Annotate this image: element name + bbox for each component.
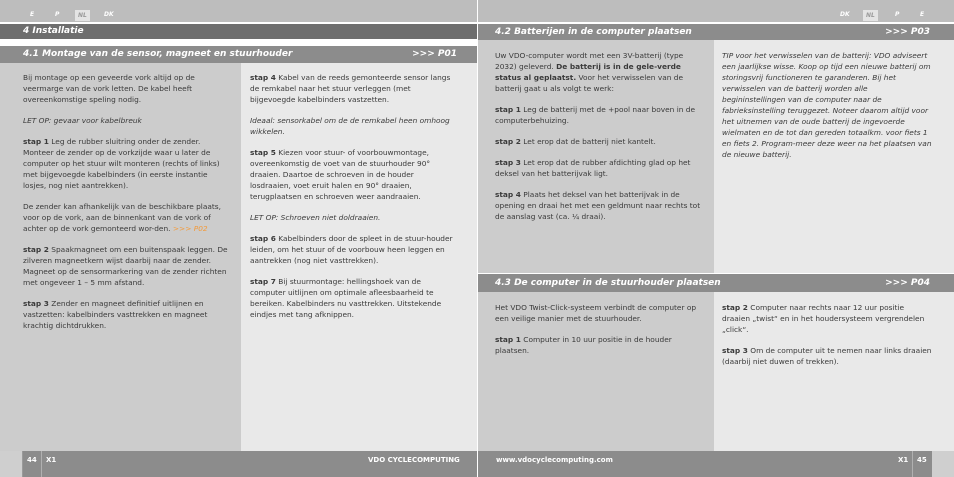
section-4-2-col-2 <box>722 50 932 170</box>
warning-screws: LET OP: Schroeven niet doldraaien. <box>250 213 381 222</box>
chapter-title: 4 Installatie <box>23 26 84 36</box>
section-4-2-figure-ref[interactable]: >>> P03 <box>885 27 930 37</box>
footer-url-link[interactable]: www.vdocyclecomputing.com <box>496 456 613 464</box>
lang-tab-e-right[interactable]: E <box>920 11 925 18</box>
transmitter-placement <box>23 201 228 234</box>
twist-click-intro: Het VDO Twist-Click-systeem verbindt de computer op een veilige manier met de stuurhouder. <box>495 303 697 323</box>
battery-step-4 <box>495 189 702 222</box>
top-strip-left <box>0 0 477 22</box>
footer-left-page-number: 44 <box>27 456 37 464</box>
battery-step-3 <box>495 157 702 179</box>
section-4-3-bar <box>478 274 954 292</box>
holder-step-2 <box>722 302 932 335</box>
battery-step-3-label: stap 3 <box>495 158 521 167</box>
step-5-text: Kiezen voor stuur- of voorbouwmontage, overeenkomstig de voet van de stuurhouder 90° draaien. Daartoe de schroeven in de houder losdraaien, voet eruit halen en 90° draaien, terugplaatsen en schroeven weer aandraaien. <box>250 148 431 201</box>
step-7-label: stap 7 <box>250 277 276 286</box>
footer-right-margin <box>932 451 954 477</box>
holder-step-1-text: Computer in 10 uur positie in de houder plaatsen. <box>495 335 672 355</box>
lang-tab-p-right[interactable]: P <box>895 11 900 18</box>
battery-step-4-text: Plaats het deksel van het batterijvak in de opening en draai het met een geldmunt naar rechts tot de aanslag vast (ca. ¼ draai). <box>495 190 701 221</box>
step-2-paragraph <box>23 244 228 288</box>
step-2-label: stap 2 <box>23 245 49 254</box>
battery-tip: TIP voor het verwisselen van de batterij: VDO adviseert een jaarlijkse wisse. Koop op tijd een nieuwe batterij om storingsvrij functioneren te garanderen. Bij het verwisselen van de batterij worden alle begininstellingen van de computer naar de fabrieksinstelling teruggezet. Noteer daarom altijd voor het uitnemen van de oude batterij de ingevoerde wielmaten en de tot dan gereden totaalkm. voor fiets 1 en fiets 2. Program-meer deze weer na het plaatsen van de nieuwe batterij. <box>722 51 932 159</box>
lang-tab-nl-right[interactable]: NL <box>863 10 878 21</box>
step-5-label: stap 5 <box>250 148 276 157</box>
footer-right-page-number: 45 <box>917 456 927 464</box>
lang-tab-e[interactable]: E <box>30 11 35 18</box>
warning-cable-break: LET OP: gevaar voor kabelbreuk <box>23 116 142 125</box>
section-4-3-col-2 <box>722 302 932 377</box>
section-4-1-title: 4.1 Montage van de sensor, magneet en stuurhouder <box>23 49 293 59</box>
step-1-label: stap 1 <box>23 137 49 146</box>
holder-step-2-text: Computer naar rechts naar 12 uur positie draaien „twist“ en in het houdersysteem vergrendelen „click“. <box>722 303 925 334</box>
section-4-2-title: 4.2 Batterijen in de computer plaatsen <box>495 27 692 37</box>
battery-step-1 <box>495 104 702 126</box>
step-3-label: stap 3 <box>23 299 49 308</box>
battery-intro-a: Uw VDO-computer wordt met een 3V-batterij (type 2032) geleverd. <box>495 51 684 71</box>
section-4-1-figure-ref[interactable]: >>> P01 <box>412 49 457 59</box>
figure-ref-p02[interactable]: >>> P02 <box>172 224 208 233</box>
footer-right-page-divider <box>912 451 913 477</box>
section-4-3-figure-ref[interactable]: >>> P04 <box>885 278 930 288</box>
step-6-label: stap 6 <box>250 234 276 243</box>
step-6-text: Kabelbinders door de spleet in de stuur-houder leiden, om het stuur of de voorbouw heen leggen en aantrekken (nog niet vasttrekken). <box>250 234 453 265</box>
step-1-paragraph <box>23 136 228 191</box>
transmitter-placement-text: De zender kan afhankelijk van de beschikbare plaats, voor op de vork, aan de binnenkant van de vork of achter op de vork gemonteerd wor-den. <box>23 202 222 233</box>
holder-step-1 <box>495 334 702 356</box>
battery-step-2-text: Let erop dat de batterij niet kantelt. <box>520 137 656 146</box>
step-7-text: Bij stuurmontage: hellingshoek van de computer uitlijnen om optimale afleesbaarheid te bereiken. Kabelbinders nu vasttrekken. Uitstekende eindjes met tang afknippen. <box>250 277 442 319</box>
battery-step-2 <box>495 136 702 147</box>
battery-intro <box>495 50 702 94</box>
footer-left-model: X1 <box>46 456 57 464</box>
step-4-label: stap 4 <box>250 73 276 82</box>
holder-step-1-label: stap 1 <box>495 335 521 344</box>
footer-left-page-divider <box>41 451 42 477</box>
battery-intro-b: Voor het verwisselen van de batterij gaat u als volgt te werk: <box>495 73 684 93</box>
lang-tab-p[interactable]: P <box>55 11 60 18</box>
battery-step-2-label: stap 2 <box>495 137 521 146</box>
section-4-3-col-1 <box>495 302 702 366</box>
lang-tab-dk-right[interactable]: DK <box>840 11 850 18</box>
battery-intro-bold: De batterij is in de gele-verde status al geplaatst. <box>495 62 681 82</box>
section-4-2-col-1 <box>495 50 702 232</box>
step-2-text: Spaakmagneet om een buitenspaak leggen. De zilveren magneetkern wijst daarbij naar de zender. Magneet op de sensormarkering van de zender richten met ongeveer 1 – 5 mm afstand. <box>23 245 228 287</box>
footer-left-margin <box>0 451 22 477</box>
ideal-tip: Ideaal: sensorkabel om de de remkabel heen omhoog wikkelen. <box>250 116 450 136</box>
step-4-paragraph <box>250 72 456 105</box>
battery-step-1-text: Leg de batterij met de +pool naar boven in de computerbehuizing. <box>495 105 696 125</box>
section-4-1-bar <box>0 46 477 63</box>
page-gutter <box>477 0 478 477</box>
mount-intro: Bij montage op een geveerde vork altijd op de veermarge van de vork letten. De kabel heeft overeenkomstige speling nodig. <box>23 73 195 104</box>
battery-step-1-label: stap 1 <box>495 105 521 114</box>
step-7-paragraph <box>250 276 456 320</box>
battery-step-3-text: Let erop dat de rubber afdichting glad op het deksel van het batterijvak ligt. <box>495 158 691 178</box>
step-5-paragraph <box>250 147 456 202</box>
holder-step-3-label: stap 3 <box>722 346 748 355</box>
step-3-paragraph <box>23 298 228 331</box>
section-4-2-bar <box>478 24 954 40</box>
step-4-text: Kabel van de reeds gemonteerde sensor langs de remkabel naar het stuur verleggen (met bijgevoegde kabelbinders vastzetten. <box>250 73 451 104</box>
battery-step-4-label: stap 4 <box>495 190 521 199</box>
step-6-paragraph <box>250 233 456 266</box>
lang-tab-dk[interactable]: DK <box>104 11 114 18</box>
section-4-1-col-2 <box>250 72 456 330</box>
top-strip-right <box>478 0 954 22</box>
section-4-3-title: 4.3 De computer in de stuurhouder plaatsen <box>495 278 721 288</box>
footer-right-model: X1 <box>898 456 909 464</box>
step-1-text: Leg de rubber sluitring onder de zender. Monteer de zender op de vorkzijde waar u later de computer op het stuur wilt monteren (rechts of links) met bijgevoegde kabelbinders (in eerste instantie losjes, nog niet aantrekken). <box>23 137 220 190</box>
holder-step-2-label: stap 2 <box>722 303 748 312</box>
section-4-1-col-1 <box>23 72 228 341</box>
step-3-text: Zender en magneet definitief uitlijnen en vastzetten: kabelbinders vasttrekken en magneet krachtig dichtdrukken. <box>23 299 208 330</box>
lang-tab-nl[interactable]: NL <box>75 10 90 21</box>
holder-step-3 <box>722 345 932 367</box>
holder-step-3-text: Om de computer uit te nemen naar links draaien (daarbij niet duwen of trekken). <box>722 346 932 366</box>
chapter-title-bar <box>0 24 477 39</box>
footer-brand: VDO CYCLECOMPUTING <box>368 456 460 464</box>
